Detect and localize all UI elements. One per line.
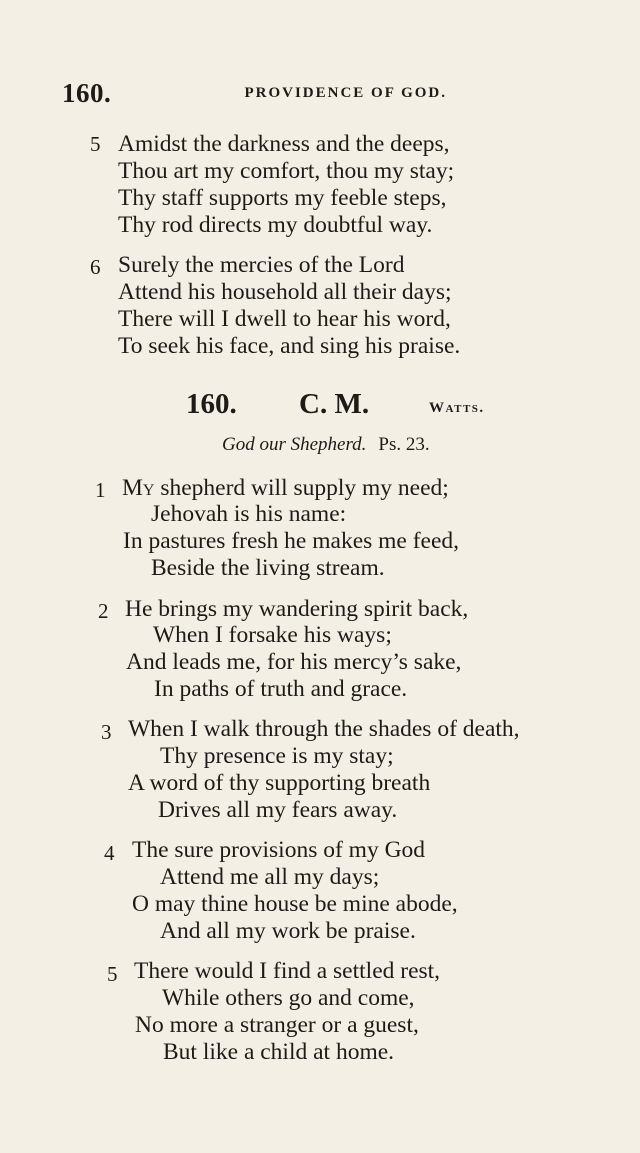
verse-line: He brings my wandering spirit back, xyxy=(125,596,469,622)
verse-line: Attend his household all their days; xyxy=(118,279,452,305)
page-number: 160. xyxy=(62,78,112,108)
page-header xyxy=(62,78,447,112)
running-head: PROVIDENCE OF GOD. xyxy=(244,85,447,101)
verse-line: The sure provisions of my God xyxy=(132,837,426,863)
verse-line: O may thine house be mine abode, xyxy=(132,891,458,917)
verse-line: Surely the mercies of the Lord xyxy=(118,252,405,278)
verse-line xyxy=(122,474,449,502)
hymn-subtitle xyxy=(222,434,430,456)
verse-line: Thy presence is my stay; xyxy=(160,743,394,769)
stanza-number: 3 xyxy=(101,720,112,744)
verse-line: Beside the living stream. xyxy=(151,555,385,581)
verse-line: And leads me, for his mercy’s sake, xyxy=(126,649,462,675)
hymn-author: Watts. xyxy=(429,400,485,416)
verse-line: No more a stranger or a guest, xyxy=(135,1012,419,1038)
verse-line: And all my work be praise. xyxy=(160,918,416,944)
hymn-title: God our Shepherd. xyxy=(222,434,367,455)
stanza-number: 5 xyxy=(90,132,101,156)
verse-line: There will I dwell to hear his word, xyxy=(118,306,451,332)
verse-line: Thy rod directs my doubtful way. xyxy=(118,212,433,238)
hymn-heading xyxy=(186,388,511,428)
verse-line: In pastures fresh he makes me feed, xyxy=(123,528,460,554)
hymn-number: 160. xyxy=(186,388,237,420)
hymn-meter: C. M. xyxy=(299,388,370,420)
first-word: My xyxy=(122,475,155,501)
verse-line: Jehovah is his name: xyxy=(151,501,347,527)
verse-line: Amidst the darkness and the deeps, xyxy=(118,131,450,157)
verse-line: But like a child at home. xyxy=(163,1039,395,1065)
stanza-number: 4 xyxy=(104,841,115,865)
verse-line: When I forsake his ways; xyxy=(153,622,392,648)
stanza-number: 5 xyxy=(107,962,118,986)
verse-line: A word of thy supporting breath xyxy=(128,770,431,796)
verse-line: Drives all my fears away. xyxy=(158,797,398,823)
verse-line: There would I find a settled rest, xyxy=(134,958,441,984)
verse-line: While others go and come, xyxy=(162,985,415,1011)
stanza-number: 1 xyxy=(95,478,106,502)
stanza-number: 2 xyxy=(98,599,109,623)
verse-line: Attend me all my days; xyxy=(160,864,380,890)
verse-line: Thy staff supports my feeble steps, xyxy=(118,185,447,211)
stanza-number: 6 xyxy=(90,255,101,279)
scripture-reference: Ps. 23. xyxy=(378,434,430,455)
verse-line: When I walk through the shades of death, xyxy=(128,716,520,742)
verse-line: To seek his face, and sing his praise. xyxy=(118,333,461,359)
verse-line: In paths of truth and grace. xyxy=(154,676,408,702)
first-line-rest: shepherd will supply my need; xyxy=(154,475,449,501)
verse-line: Thou art my comfort, thou my stay; xyxy=(118,158,455,184)
